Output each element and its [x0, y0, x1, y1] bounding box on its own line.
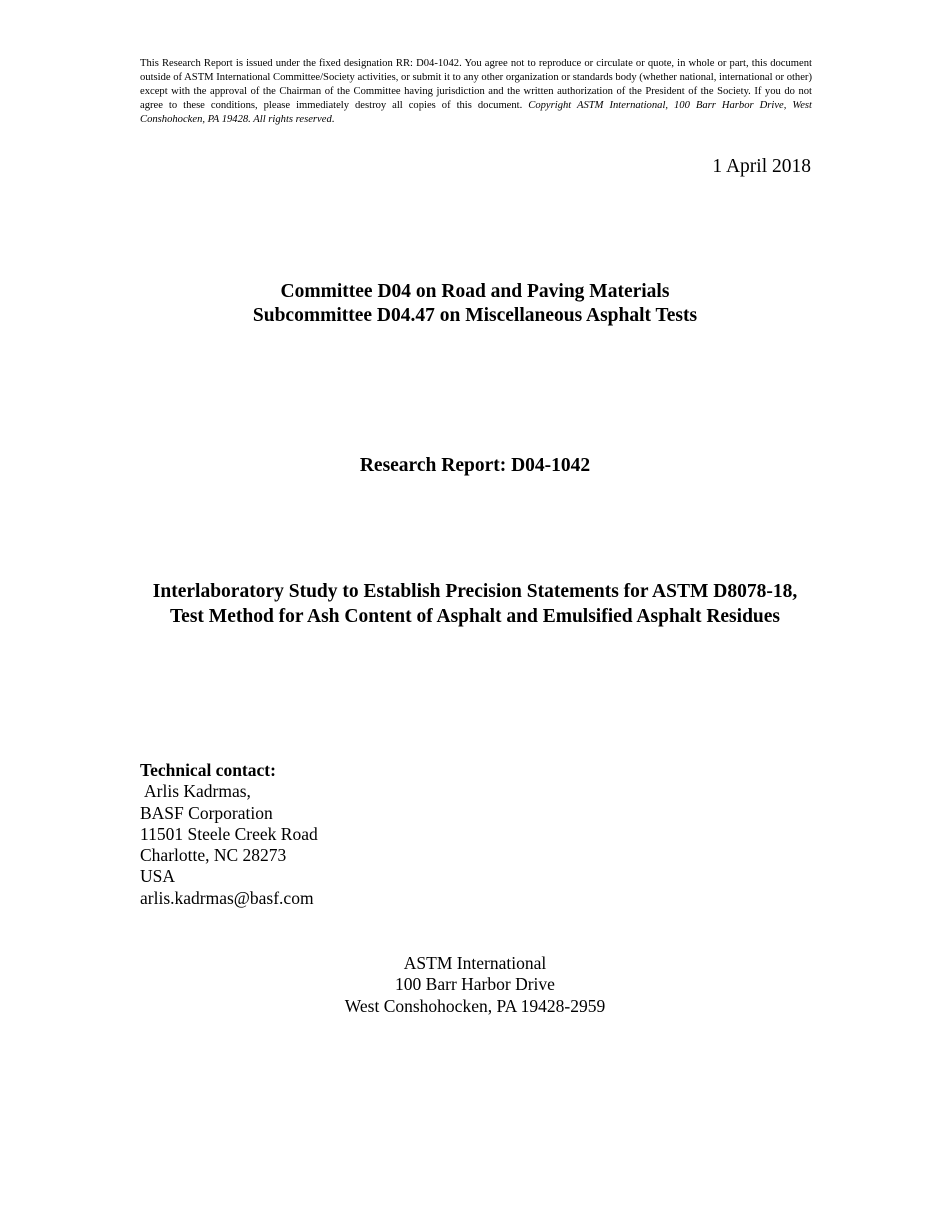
- notice-trailing-period: .: [331, 114, 335, 126]
- contact-company: BASF Corporation: [140, 802, 273, 823]
- astm-street: 100 Barr Harbor Drive: [395, 974, 555, 995]
- contact-city: Charlotte, NC 28273: [140, 845, 287, 866]
- usage-notice-text: This Research Report is issued under the fixed designation RR: D04-1042. You agree not to reproduce or circulate or quote, in whole or part, this document outside of ASTM International Committee/Society activities, or submit it to any other organization or standards body (whether national, international or other) except with the approval of the Chairman of the Committee having jurisdiction and the written authorization of the President of the Society. If you do not agree to these conditions, please immediately destroy all copies of this document.: [140, 58, 812, 112]
- astm-name: ASTM International: [403, 953, 547, 973]
- contact-street: 11501 Steele Creek Road: [140, 823, 318, 844]
- contact-email: arlis.kadrmas@basf.com: [140, 887, 314, 908]
- subcommittee-name: Subcommittee D04.47 on Miscellaneous Asphalt Tests: [252, 305, 698, 326]
- contact-heading: Technical contact:: [140, 760, 276, 780]
- study-title: Interlaboratory Study to Establish Precision Statements for ASTM D8078-18, Test Method for Ash Content of Asphalt and Emulsified Asphalt Residues: [152, 581, 798, 627]
- usage-notice: [140, 57, 812, 127]
- astm-city: West Conshohocken, PA 19428-2959: [344, 995, 606, 1016]
- contact-name: Arlis Kadrmas,: [144, 781, 251, 802]
- report-number: Research Report: D04-1042: [359, 455, 591, 476]
- contact-country: USA: [140, 866, 176, 887]
- copyright-notice: Copyright ASTM International, 100 Barr Harbor Drive, West Conshohocken, PA 19428. All rights reserved: [140, 100, 812, 126]
- committee-name: Committee D04 on Road and Paving Materials: [280, 281, 670, 302]
- report-date: 1 April 2018: [712, 156, 811, 177]
- committee-heading: [0, 280, 950, 328]
- astm-address: [0, 953, 950, 1017]
- technical-contact: [140, 760, 318, 909]
